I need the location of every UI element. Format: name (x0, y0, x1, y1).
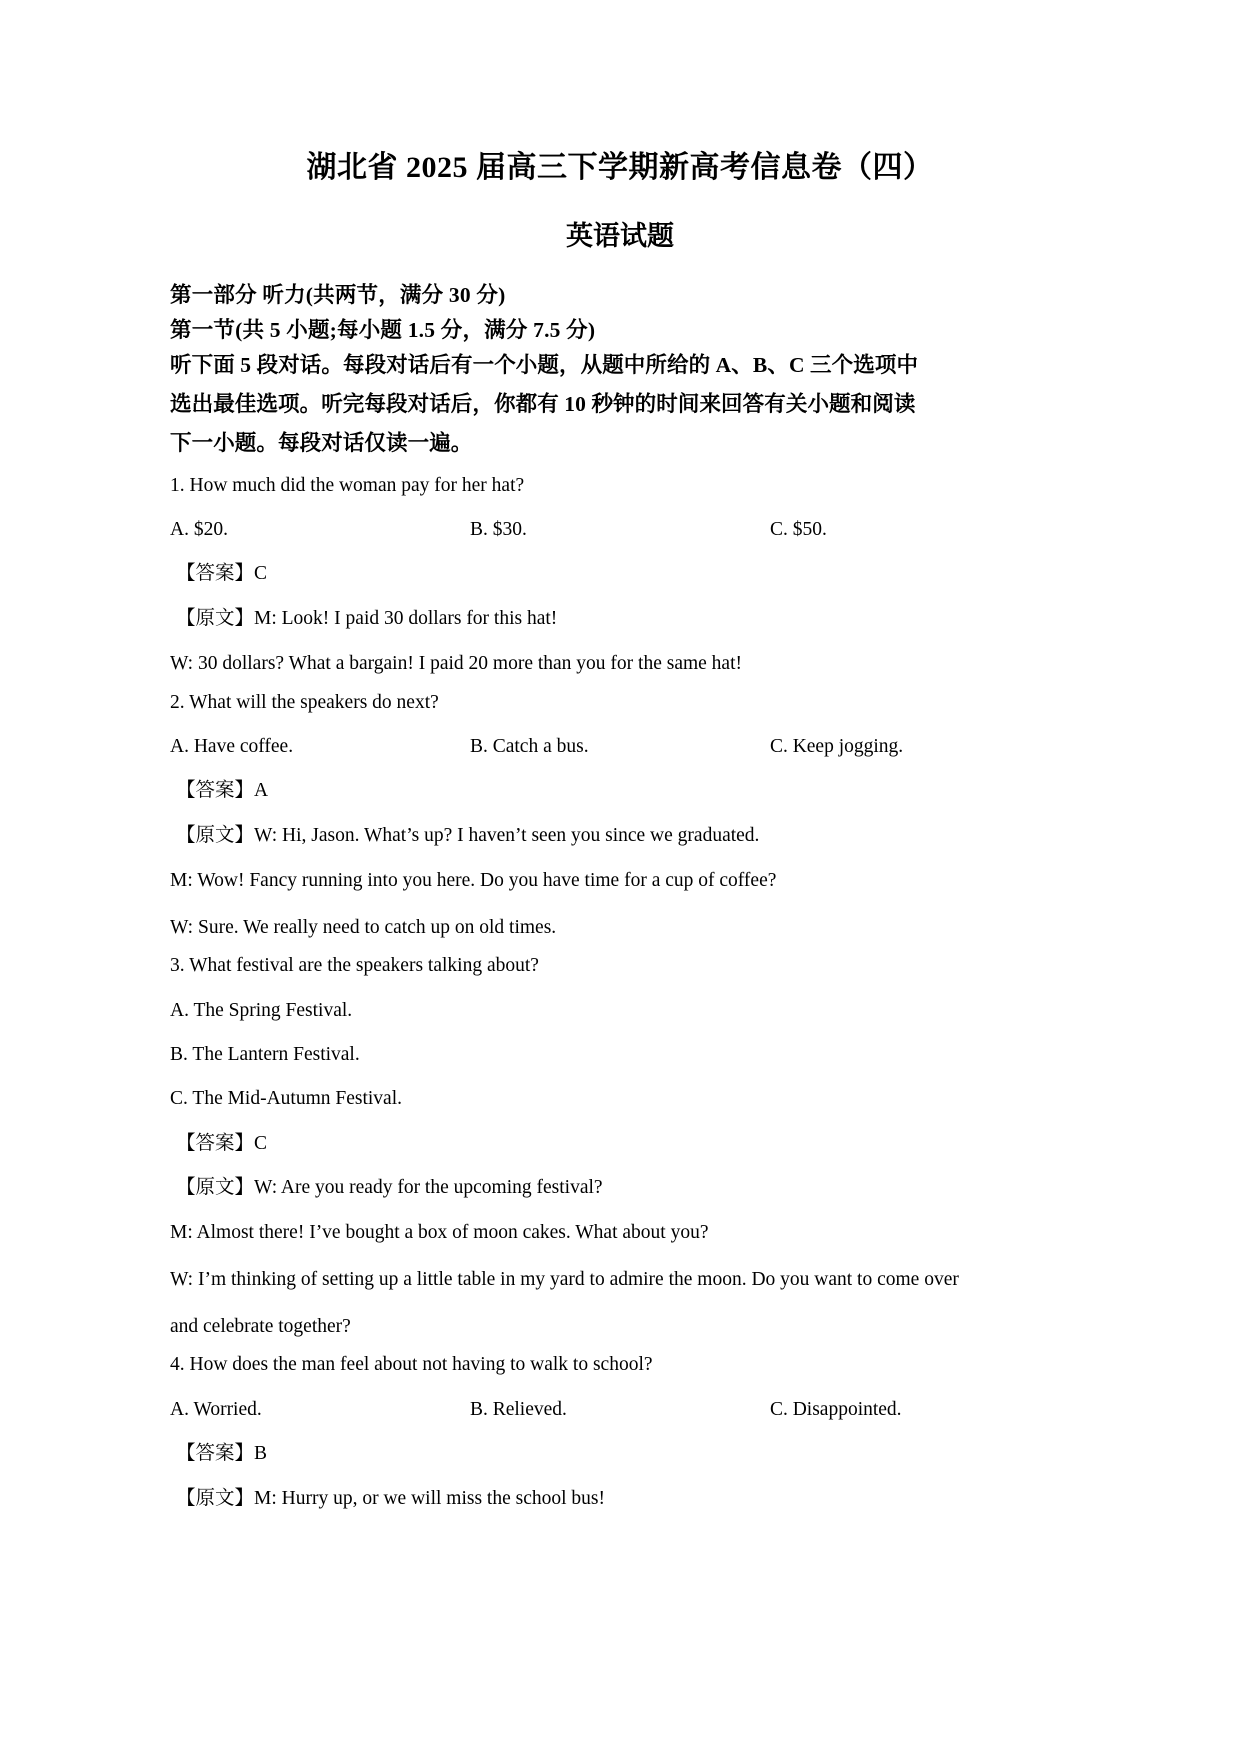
answer-value: C (254, 1132, 268, 1154)
option-row (170, 1397, 1070, 1422)
answer-value: A (254, 780, 269, 802)
question-stem: 4. How does the man feel about not having to walk to school? (170, 1354, 653, 1376)
script-line (176, 823, 1070, 848)
option-b[interactable]: B. The Lantern Festival. (170, 1044, 360, 1066)
answer-label: 【答案】 (176, 1132, 255, 1154)
option-a[interactable]: A. Have coffee. (170, 735, 294, 757)
option-row (170, 517, 1070, 542)
script-label: 【原文】 (176, 1487, 255, 1509)
answer-label: 【答案】 (176, 563, 255, 585)
question-block (170, 1352, 1070, 1510)
answer-value: C (254, 563, 268, 585)
script-label: 【原文】 (176, 824, 255, 846)
option-c[interactable]: C. Disappointed. (769, 1398, 902, 1420)
page-title: 湖北省 2025 届高三下学期新高考信息卷（四） (306, 151, 934, 184)
script-label: 【原文】 (176, 1177, 255, 1199)
script-line (176, 606, 1070, 631)
part-one-heading: 第一部分 听力(共两节，满分 30 分) (170, 283, 506, 308)
script-line (176, 1175, 1070, 1200)
answer-line (176, 561, 1070, 586)
answer-label: 【答案】 (176, 1443, 255, 1465)
script-label: 【原文】 (176, 607, 255, 629)
instruction-line-3: 下一小题。每段对话仅读一遍。 (170, 430, 473, 455)
question-stem: 3. What festival are the speakers talking about? (170, 955, 539, 977)
question-block (170, 473, 1070, 678)
script-text: M: Look! I paid 30 dollars for this hat! (254, 607, 558, 629)
answer-value: B (254, 1443, 268, 1465)
script-text: W: Are you ready for the upcoming festival? (254, 1177, 603, 1199)
option-a[interactable]: A. The Spring Festival. (170, 999, 353, 1021)
dialog-line: M: Almost there! I’ve bought a box of moon cakes. What about you? (170, 1222, 709, 1244)
script-text: W: Hi, Jason. What’s up? I haven’t seen you since we graduated. (254, 824, 760, 846)
dialog-line: M: Wow! Fancy running into you here. Do you have time for a cup of coffee? (170, 869, 777, 891)
dialog-line: W: I’m thinking of setting up a little table in my yard to admire the moon. Do you want to come over (170, 1269, 959, 1291)
option-b[interactable]: B. Relieved. (469, 1398, 567, 1420)
answer-label: 【答案】 (176, 780, 255, 802)
page-subtitle: 英语试题 (566, 221, 674, 251)
question-block (170, 690, 1070, 942)
option-a[interactable]: A. $20. (170, 518, 228, 540)
option-b[interactable]: B. $30. (469, 518, 527, 540)
option-c[interactable]: C. $50. (769, 518, 827, 540)
dialog-line: W: Sure. We really need to catch up on old times. (170, 916, 557, 938)
question-stem: 1. How much did the woman pay for her hat? (170, 474, 525, 496)
instruction-line-1: 听下面 5 段对话。每段对话后有一个小题，从题中所给的 A、B、C 三个选项中 (170, 353, 919, 378)
dialog-line-continued: and celebrate together? (170, 1315, 351, 1337)
script-line (176, 1486, 1070, 1511)
option-c[interactable]: C. Keep jogging. (769, 735, 904, 757)
option-c[interactable]: C. The Mid-Autumn Festival. (170, 1088, 403, 1110)
answer-line (176, 1131, 1070, 1156)
dialog-line: W: 30 dollars? What a bargain! I paid 20 more than you for the same hat! (170, 652, 742, 674)
question-stem: 2. What will the speakers do next? (170, 691, 439, 713)
option-b[interactable]: B. Catch a bus. (469, 735, 589, 757)
instruction-line-2: 选出最佳选项。听完每段对话后，你都有 10 秒钟的时间来回答有关小题和阅读 (170, 391, 916, 416)
answer-line (176, 778, 1070, 803)
question-block (170, 953, 1070, 1340)
option-a[interactable]: A. Worried. (170, 1398, 262, 1420)
answer-line (176, 1441, 1070, 1466)
option-row (170, 734, 1070, 759)
section-one-heading: 第一节(共 5 小题;每小题 1.5 分，满分 7.5 分) (170, 318, 596, 343)
script-text: M: Hurry up, or we will miss the school bus! (254, 1487, 605, 1509)
